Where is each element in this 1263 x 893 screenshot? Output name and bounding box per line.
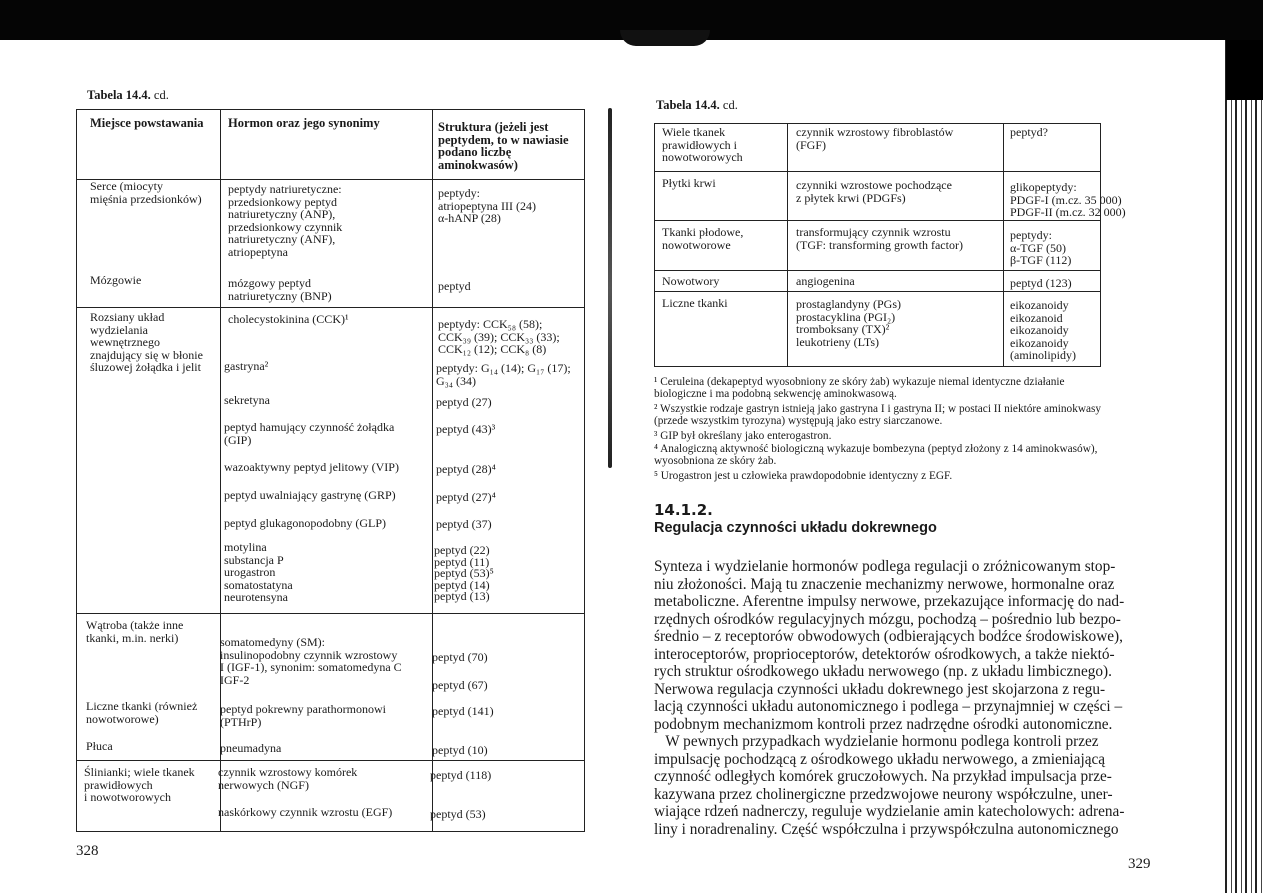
book-gutter [608, 108, 612, 468]
cell-vip-struct: peptyd (28)⁴ [436, 462, 496, 476]
cell-tgf-struct: peptydy: α-TGF (50) β-TGF (112) [1010, 228, 1072, 267]
cell-pdgf-hormone: czynniki wzrostowe pochodzące z płytek krwi (PDGFs) [796, 178, 952, 205]
right-table-col-sep-1 [787, 123, 788, 367]
left-table-row-sep-1 [76, 307, 585, 308]
cell-sekretyna-hormone: sekretyna [224, 393, 270, 407]
cell-ngf-hormone: czynnik wzrostowy komórek nerwowych (NGF) [218, 765, 358, 792]
footnote-2: ² Wszystkie rodzaje gastryn istnieją jako gastryna I i gastryna II; w postaci II niektóre aminokwasy (przede wszystkim tyrozyna) występują jako estry siarczanowe. [654, 403, 1102, 428]
cell-watroba-struct: peptyd (70) peptyd (67) [432, 650, 488, 692]
cell-glp-struct: peptyd (37) [436, 517, 492, 531]
section-number: 14.1.2. [654, 501, 713, 519]
scan-shadow-blob [620, 30, 710, 46]
cell-liczne-place: Liczne tkanki (również nowotworowe) [86, 699, 198, 726]
right-table-row-sep-2 [654, 220, 1101, 221]
cell-mozg-place: Mózgowie [90, 273, 142, 287]
body-line: wiające rdzeń nadnerczy, reguluje wydzielanie amin katecholowych: adrena- [654, 803, 1125, 820]
header-miejsce: Miejsce powstawania [90, 116, 204, 130]
body-line: impulsację pochodzącą z ośrodkowego układu nerwowego, a zmieniającą [654, 750, 1106, 768]
body-line: podobnym mechanizmom kontroli przez nadrzędne ośrodki autonomiczne. [654, 715, 1113, 733]
body-line: rych struktur ośrodkowego układu nerwowego (np. z układu limbicznego). [654, 663, 1112, 680]
right-table-caption: Tabela 14.4. cd. [656, 98, 738, 112]
right-table-row-sep-4 [654, 291, 1101, 292]
right-page-number: 329 [1128, 856, 1151, 872]
left-table-caption: Tabela 14.4. cd. [87, 88, 169, 102]
body-line: W pewnych przypadkach wydzielanie hormonu podlega kontroli przez [654, 733, 1099, 750]
body-line: Synteza i wydzielanie hormonów podlega regulacji o zróżnicowanym stop- [654, 558, 1116, 575]
left-table-row-sep-2 [76, 613, 585, 614]
right-table-row-sep-1 [654, 171, 1101, 172]
body-line: Nerwowa regulacja czynności układu dokrewnego jest skojarzona z regu- [654, 680, 1106, 698]
cell-fgf-hormone: czynnik wzrostowy fibroblastów (FGF) [796, 125, 954, 152]
cell-serce-place: Serce (miocyty mięśnia przedsionków) [90, 179, 202, 206]
cell-liczne-tkanki-place: Liczne tkanki [662, 296, 728, 310]
cell-watroba-hormone: somatomedyny (SM): insulinopodobny czynnik wzrostowy I (IGF-1), synonim: somatomedyna C IGF-2 [220, 635, 402, 687]
cell-pdgf-struct: glikopeptydy: PDGF-I (m.cz. 35 000) PDGF-II (m.cz. 32 000) [1010, 180, 1126, 219]
cell-tgf-place: Tkanki płodowe, nowotworowe [662, 225, 744, 252]
footnote-1: ¹ Ceruleina (dekapeptyd wyosobniony ze skóry żab) wykazuje niemal identyczne działanie biologiczne i ma podobną sekwencję aminokwasową. [654, 376, 1065, 401]
cell-sekretyna-struct: peptyd (27) [436, 395, 492, 409]
cell-motylina-struct: peptyd (22) peptyd (11) peptyd (53)⁵ peptyd (14) peptyd (13) [434, 543, 494, 603]
cell-fgf-struct: peptyd? [1010, 125, 1048, 139]
cell-pluca-struct: peptyd (10) [432, 743, 488, 757]
cell-egf-hormone: naskórkowy czynnik wzrostu (EGF) [218, 805, 393, 819]
body-line: czynność odległych komórek gruczołowych. Na przykład impulsacja prze- [654, 768, 1112, 785]
cell-watroba-place: Wątroba (także inne tkanki, m.in. nerki) [86, 618, 184, 645]
cell-nowotwory-struct: peptyd (123) [1010, 276, 1072, 290]
cell-gastryna-struct: peptydy: G₁₄ (14); G₁₇ (17); G₃₄ (34) [436, 361, 571, 388]
cell-cck-struct: peptydy: CCK₅₈ (58); CCK₃₉ (39); CCK₃₃ (33); CCK₁₂ (12); CCK₈ (8) [438, 317, 560, 356]
body-line: interoceptorów, proprioceptorów, detektorów ośrodkowych, a także niektó- [654, 645, 1115, 663]
cell-rozsiany-place: Rozsiany układ wydzielania wewnętrznego znajdujący się w błonie śluzowej żołądka i jelit [90, 310, 203, 374]
cell-cck-hormone: cholecystokinina (CCK)¹ [228, 312, 349, 326]
body-line: średnio – z receptorów obwodowych (odbierających bodźce środowiskowe), [654, 628, 1123, 645]
cell-grp-struct: peptyd (27)⁴ [436, 490, 496, 504]
cell-mozg-hormone: mózgowy peptyd natriuretyczny (BNP) [228, 276, 332, 303]
cell-glp-hormone: peptyd glukagonopodobny (GLP) [224, 516, 386, 530]
cell-gip-struct: peptyd (43)³ [436, 422, 496, 436]
section-title: Regulacja czynności układu dokrewnego [654, 520, 937, 536]
cell-nowotwory-place: Nowotwory [662, 274, 720, 288]
cell-gip-hormone: peptyd hamujący czynność żołądka (GIP) [224, 420, 395, 447]
cell-vip-hormone: wazoaktywny peptyd jelitowy (VIP) [224, 460, 399, 474]
right-table-col-sep-2 [1003, 123, 1004, 367]
body-line: niu złożoności. Mają tu znaczenie mechanizmy nerwowe, hormonalne oraz [654, 575, 1115, 593]
cell-liczne-tkanki-struct: eikozanoidy eikozanoid eikozanoidy eikozanoidy (aminolipidy) [1010, 298, 1076, 362]
header-struktura: Struktura (jeżeli jest peptydem, to w nawiasie podano liczbę aminokwasów) [438, 120, 569, 172]
footnote-3: ³ GIP był określany jako enterogastron. [654, 430, 832, 442]
cell-pluca-hormone: pneumadyna [220, 741, 282, 755]
cell-serce-struct: peptydy: atriopeptyna III (24) α-hANP (28) [438, 186, 536, 225]
cell-liczne-struct: peptyd (141) [432, 704, 494, 718]
footnote-5: ⁵ Urogastron jest u człowieka prawdopodobnie identyczny z EGF. [654, 470, 953, 482]
cell-nowotwory-hormone: angiogenina [796, 274, 855, 288]
left-table-row-sep-3 [76, 760, 585, 761]
page-edges-shadow [1226, 40, 1263, 100]
cell-fgf-place: Wiele tkanek prawidłowych i nowotworowych [662, 125, 743, 164]
left-page-number: 328 [76, 843, 99, 859]
cell-ngf-struct: peptyd (118) [430, 768, 492, 782]
cell-motylina-hormone: motylina substancja P urogastron somatostatyna neurotensyna [224, 540, 293, 604]
footnote-4: ⁴ Analogiczną aktywność biologiczną wykazuje bombezyna (peptyd złożony z 14 aminokwasów), wyosobniona ze skóry żab. [654, 443, 1098, 468]
cell-pluca-place: Płuca [86, 739, 113, 753]
body-line: metaboliczne. Aferentne impulsy nerwowe, przekazujące informację do nad- [654, 593, 1125, 610]
cell-pdgf-place: Płytki krwi [662, 176, 716, 190]
body-line: kazywana przez cholinergiczne przedzwojowe neurony współczulne, uner- [654, 785, 1113, 803]
cell-liczne-hormone: peptyd pokrewny parathormonowi (PTHrP) [220, 702, 386, 729]
cell-slinianki-place: Ślinianki; wiele tkanek prawidłowych i nowotworowych [84, 765, 195, 804]
cell-grp-hormone: peptyd uwalniający gastrynę (GRP) [224, 488, 396, 502]
header-hormon: Hormon oraz jego synonimy [228, 116, 380, 130]
left-table-col-sep-2 [432, 109, 433, 832]
body-line: lacją czynności układu autonomicznego i podlega – przynajmniej w części – [654, 698, 1123, 715]
body-line: liny i noradrenaliny. Część współczulna i przywspółczulna autonomicznego [654, 820, 1119, 838]
cell-gastryna-hormone: gastryna² [224, 359, 269, 373]
cell-liczne-tkanki-hormone: prostaglandyny (PGs) prostacyklina (PGI₂) tromboksany (TX)² leukotrieny (LTs) [796, 297, 901, 349]
cell-mozg-struct: peptyd [438, 279, 471, 293]
right-table-row-sep-3 [654, 270, 1101, 271]
cell-tgf-hormone: transformujący czynnik wzrostu (TGF: transforming growth factor) [796, 225, 963, 252]
body-line: rzędnych ośrodków regulacyjnych mózgu, pochodzą – pośrednio lub bezpo- [654, 610, 1121, 628]
cell-serce-hormone: peptydy natriuretyczne: przedsionkowy peptyd natriuretyczny (ANP), przedsionkowy czynnik natriuretyczny (ANF), atriopeptyna [228, 182, 343, 259]
page-edges [1222, 40, 1263, 893]
cell-egf-struct: peptyd (53) [430, 807, 486, 821]
